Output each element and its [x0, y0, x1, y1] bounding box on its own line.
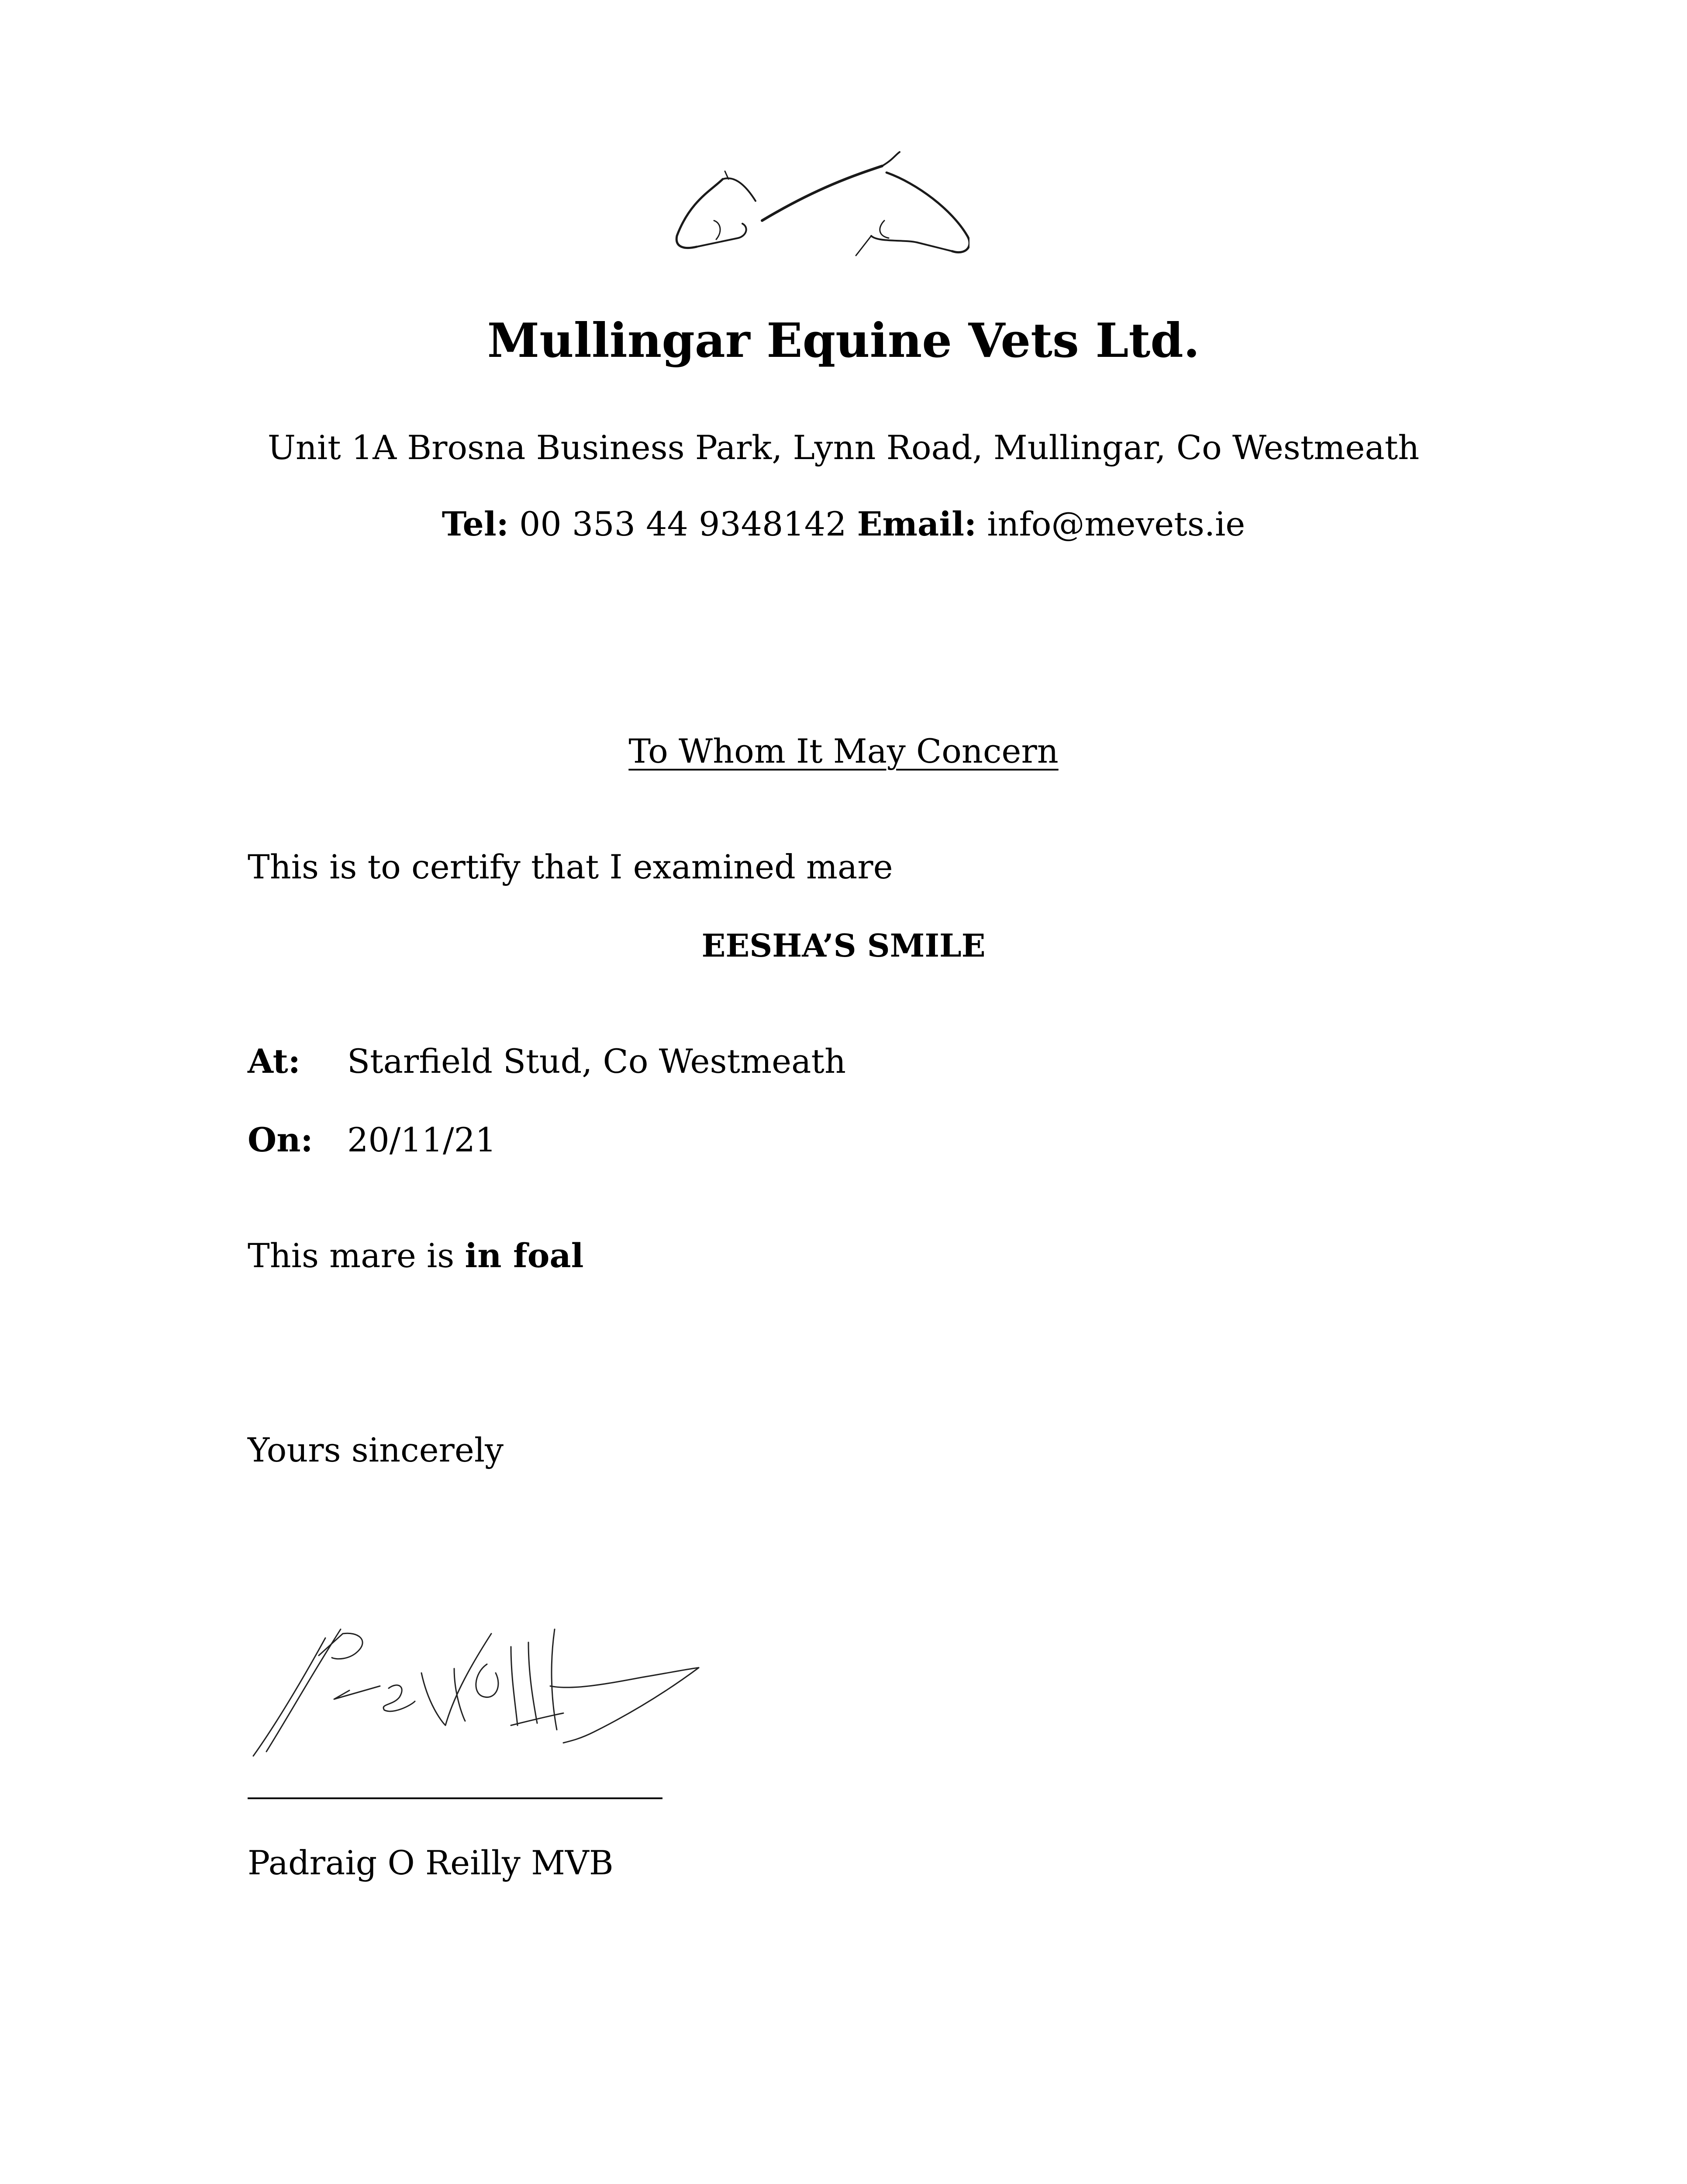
company-name: Mullingar Equine Vets Ltd.	[487, 313, 1200, 368]
on-value: 20/11/21	[347, 1120, 497, 1159]
company-address: Unit 1A Brosna Business Park, Lynn Road, Mullingar, Co Westmeath	[267, 428, 1420, 467]
mare-name: EESHA’S SMILE	[701, 927, 986, 964]
signature-line	[248, 1797, 662, 1799]
closing: Yours sincerely	[248, 1431, 504, 1469]
tel-label: Tel:	[442, 505, 509, 543]
signature-icon	[249, 1616, 707, 1782]
email-value: info@mevets.ie	[987, 505, 1245, 543]
horse-heads-logo-icon	[673, 149, 969, 271]
email-label: Email:	[857, 505, 977, 543]
date-row	[248, 1116, 496, 1164]
pregnancy-status	[248, 1232, 584, 1280]
status-value: in foal	[465, 1236, 584, 1275]
salutation: To Whom It May Concern	[628, 732, 1059, 771]
contact-line	[0, 500, 1687, 548]
tel-value: 00 353 44 9348142	[519, 505, 847, 543]
on-label: On:	[248, 1120, 313, 1159]
status-prefix: This mare is	[248, 1236, 465, 1275]
location-row	[248, 1037, 846, 1085]
certify-text: This is to certify that I examined mare	[248, 847, 893, 886]
signatory-name: Padraig O Reilly MVB	[248, 1843, 614, 1882]
at-label: At:	[248, 1042, 300, 1081]
at-value: Starfield Stud, Co Westmeath	[347, 1042, 846, 1081]
